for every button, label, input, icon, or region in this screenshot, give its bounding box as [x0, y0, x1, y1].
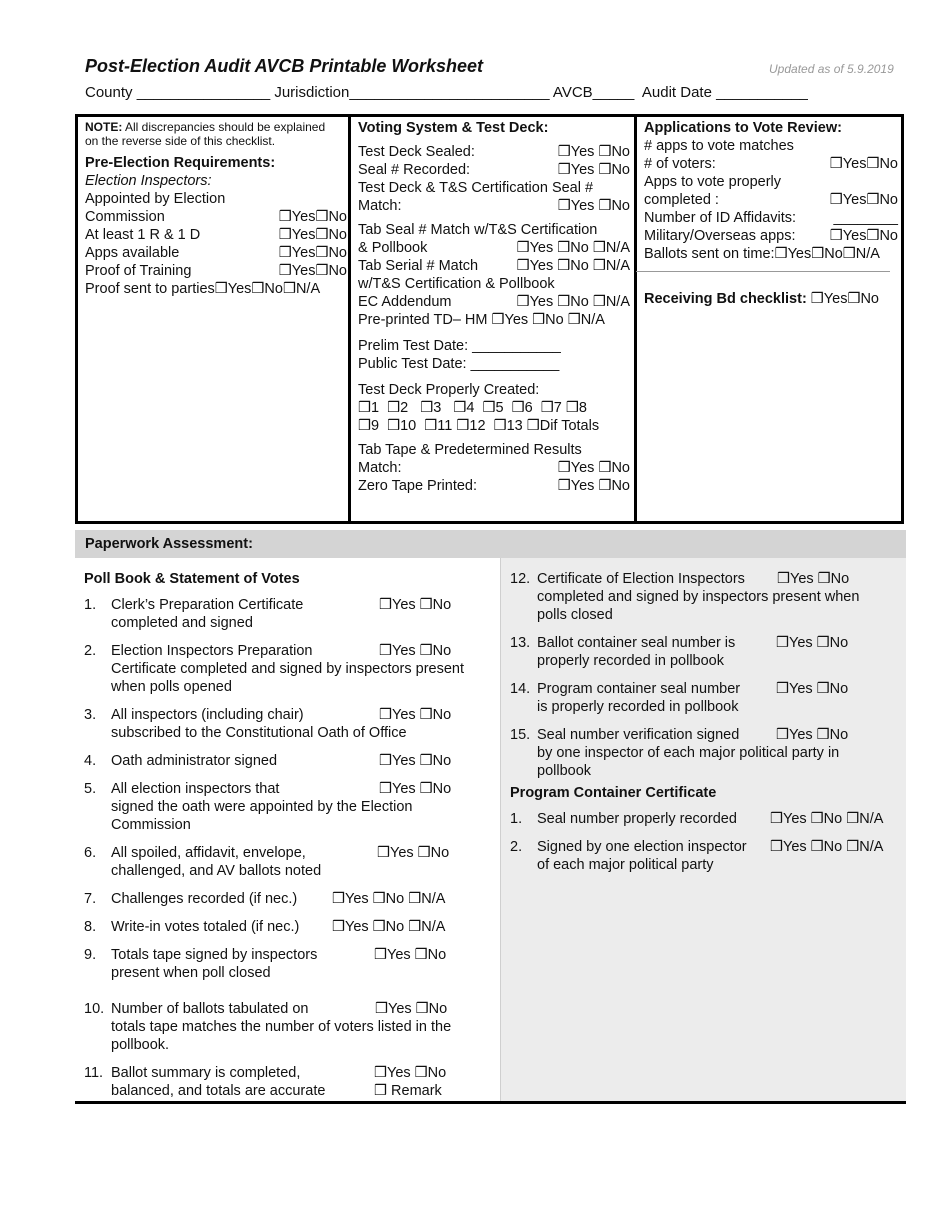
item-number: 1.	[84, 597, 97, 613]
cert-row: Match: ❒Yes ❒No	[358, 198, 630, 214]
column-divider-1	[348, 117, 351, 521]
applications-heading: Applications to Vote Review:	[644, 120, 842, 136]
public-test-date[interactable]: Public Test Date: ___________	[358, 356, 560, 372]
cert-line-1: Test Deck & T&S Certification Seal #	[358, 180, 594, 196]
checklist-item	[84, 890, 494, 908]
item-checkbox[interactable]: ❒Yes ❒No	[377, 845, 450, 861]
item-text: Commission	[111, 817, 191, 833]
item-text: Program container seal number	[537, 681, 741, 697]
tab-serial-line-2: w/T&S Certification & Pollbook	[358, 276, 555, 292]
item-text: All election inspectors that	[111, 781, 280, 797]
item-text: completed and signed by inspectors present when	[537, 589, 860, 605]
item-text: Number of ballots tabulated on	[111, 1001, 309, 1017]
zero-tape-checkbox[interactable]: ❒Yes ❒No	[557, 478, 630, 494]
item-checkbox[interactable]: ❒Yes ❒No	[379, 643, 452, 659]
item-number: 6.	[84, 845, 97, 861]
apps-completed-row: completed : ❒Yes❒No	[644, 192, 898, 208]
page-title: Post-Election Audit AVCB Printable Worksheet	[85, 56, 484, 76]
item-text: pollbook.	[111, 1037, 170, 1053]
proof-training-row: Proof of Training ❒Yes❒No	[85, 263, 347, 279]
voters-row: # of voters: ❒Yes❒No	[644, 156, 898, 172]
paperwork-column-divider	[500, 558, 501, 1101]
item-text: completed and signed	[111, 615, 253, 631]
appointed-checkbox[interactable]: ❒Yes❒No	[278, 209, 347, 225]
item-text: signed the oath were appointed by the Election	[111, 799, 413, 815]
deck-sealed-row: Test Deck Sealed: ❒Yes ❒No	[358, 144, 630, 160]
item-checkbox[interactable]: ❒Yes ❒No	[379, 597, 452, 613]
id-affidavits-row: Number of ID Affidavits: ________	[644, 210, 898, 226]
item-text: All inspectors (including chair)	[111, 707, 304, 723]
zero-tape-row: Zero Tape Printed: ❒Yes ❒No	[358, 478, 630, 494]
r1d1-checkbox[interactable]: ❒Yes❒No	[278, 227, 347, 243]
item-number: 10.	[84, 1001, 105, 1017]
item-text: subscribed to the Constitutional Oath of Office	[111, 725, 407, 741]
item-number: 9.	[84, 947, 97, 963]
updated-date: Updated as of 5.9.2019	[769, 62, 894, 76]
column-divider-2	[634, 117, 637, 521]
tab-serial-checkbox[interactable]: ❒Yes ❒No ❒N/A	[516, 258, 630, 274]
checklist-item	[84, 844, 494, 880]
seal-recorded-checkbox[interactable]: ❒Yes ❒No	[557, 162, 630, 178]
item-number: 13.	[510, 635, 531, 651]
seal-recorded-row: Seal # Recorded: ❒Yes ❒No	[358, 162, 630, 178]
deck-created-label: Test Deck Properly Created:	[358, 382, 540, 398]
voters-checkbox[interactable]: ❒Yes❒No	[829, 156, 898, 172]
item-text: when polls opened	[111, 679, 232, 695]
checklist-item	[84, 642, 494, 696]
item-text: present when poll closed	[111, 965, 271, 981]
preprinted-row[interactable]: Pre-printed TD– HM ❒Yes ❒No ❒N/A	[358, 312, 605, 328]
item-text: pollbook	[537, 763, 592, 779]
item-checkbox[interactable]: ❒Yes ❒No ❒N/A	[770, 811, 884, 827]
paperwork-bottom-rule	[75, 1101, 906, 1104]
deck-boxes-row-2[interactable]: ❒9 ❒10 ❒11 ❒12 ❒13 ❒Dif Totals	[358, 418, 600, 434]
item-number: 2.	[510, 839, 523, 855]
item-text: balanced, and totals are accurate	[111, 1083, 326, 1099]
item-text: properly recorded in pollbook	[537, 653, 724, 669]
ec-addendum-row: EC Addendum ❒Yes ❒No ❒N/A	[358, 294, 630, 310]
appointed-line-1: Appointed by Election	[85, 191, 226, 207]
checklist-item	[84, 1064, 494, 1100]
checklist-item	[510, 680, 900, 716]
item-number: 11.	[84, 1065, 104, 1081]
checklist-item	[510, 810, 900, 828]
military-row: Military/Overseas apps: ❒Yes❒No	[644, 228, 898, 244]
header-fields-line[interactable]: County ________________ Jurisdiction________________________ AVCB_____ Audit Date ___________	[85, 84, 808, 101]
voting-system-column	[358, 119, 630, 495]
poll-book-heading: Poll Book & Statement of Votes	[84, 571, 300, 587]
checklist-item	[510, 634, 900, 670]
item-number: 15.	[510, 727, 531, 743]
item-checkbox[interactable]: ❒Yes ❒No ❒N/A	[332, 891, 446, 907]
item-number: 12.	[510, 571, 531, 587]
right-list	[510, 570, 900, 874]
proof-training-checkbox[interactable]: ❒Yes❒No	[278, 263, 347, 279]
item-text: Oath administrator signed	[111, 753, 278, 769]
checklist-item	[510, 838, 900, 874]
item-text: Certificate completed and signed by inspectors present	[111, 661, 465, 677]
item-text: Signed by one election inspector	[537, 839, 747, 855]
voting-system-heading: Voting System & Test Deck:	[358, 120, 549, 136]
item-text: is properly recorded in pollbook	[537, 699, 739, 715]
item-number: 8.	[84, 919, 97, 935]
item-text: of each major political party	[537, 857, 714, 873]
item-text: Certificate of Election Inspectors	[537, 571, 745, 587]
item-checkbox[interactable]: ❒Yes ❒No	[776, 727, 849, 743]
pre-election-heading: Pre-Election Requirements:	[85, 155, 276, 171]
note-line-2: on the reverse side of this checklist.	[85, 134, 276, 148]
ec-addendum-checkbox[interactable]: ❒Yes ❒No ❒N/A	[516, 294, 630, 310]
checklist-item	[510, 570, 900, 624]
item-checkbox[interactable]: ❒Yes ❒No	[379, 781, 452, 797]
item-text: Election Inspectors Preparation	[111, 643, 313, 659]
item-text: totals tape matches the number of voters listed in the	[111, 1019, 452, 1035]
deck-sealed-checkbox[interactable]: ❒Yes ❒No	[557, 144, 630, 160]
checklist-item	[84, 596, 494, 632]
item-text: Write-in votes totaled (if nec.)	[111, 919, 300, 935]
item-checkbox[interactable]: ❒Yes ❒No	[379, 707, 452, 723]
item-number: 2.	[84, 643, 97, 659]
item-checkbox[interactable]: ❒Yes ❒No ❒N/A	[770, 839, 884, 855]
item-text: Seal number properly recorded	[537, 811, 737, 827]
receiving-board-row: Receiving Bd checklist: ❒Yes❒No	[644, 291, 879, 307]
receiving-board-checkbox[interactable]: ❒Yes❒No	[806, 291, 879, 307]
item-text: All spoiled, affidavit, envelope,	[111, 845, 306, 861]
item-text: Ballot summary is completed,	[111, 1065, 301, 1081]
item-checkbox[interactable]: ❒Yes ❒No ❒N/A	[332, 919, 446, 935]
apps-available-checkbox[interactable]: ❒Yes❒No	[278, 245, 347, 261]
checklist-item	[84, 1000, 494, 1054]
item-text: challenged, and AV ballots noted	[111, 863, 322, 879]
item-text: Challenges recorded (if nec.)	[111, 891, 298, 907]
tab-tape-checkbox[interactable]: ❒Yes ❒No	[557, 460, 630, 476]
election-inspectors-subheading: Election Inspectors:	[85, 173, 212, 189]
appointed-row: Commission ❒Yes❒No	[85, 209, 347, 225]
item-number: 4.	[84, 753, 97, 769]
checklist-item	[84, 780, 494, 834]
tab-seal-checkbox[interactable]: ❒Yes ❒No ❒N/A	[516, 240, 630, 256]
checklist-item	[84, 918, 494, 936]
cert-checkbox[interactable]: ❒Yes ❒No	[557, 198, 630, 214]
item-text: polls closed	[537, 607, 613, 623]
applications-column	[644, 119, 898, 308]
item-number: 3.	[84, 707, 97, 723]
tab-seal-row: & Pollbook ❒Yes ❒No ❒N/A	[358, 240, 630, 256]
program-container-heading: Program Container Certificate	[510, 785, 717, 801]
item-number: 1.	[510, 811, 523, 827]
checklist-item	[510, 726, 900, 780]
item-text: Clerk’s Preparation Certificate	[111, 597, 304, 613]
item-text: Ballot container seal number is	[537, 635, 736, 651]
item-checkbox[interactable]: ❒ Remark	[374, 1083, 442, 1099]
deck-boxes-row-1[interactable]: ❒1 ❒2 ❒3 ❒4 ❒5 ❒6 ❒7 ❒8	[358, 400, 587, 416]
prelim-test-date[interactable]: Prelim Test Date: ___________	[358, 338, 561, 354]
proof-sent-row[interactable]: Proof sent to parties❒Yes❒No❒N/A	[85, 281, 321, 297]
top-section-box	[75, 114, 904, 524]
apps-available-row: Apps available ❒Yes❒No	[85, 245, 347, 261]
item-checkbox[interactable]: ❒Yes ❒No	[379, 753, 452, 769]
item-checkbox[interactable]: ❒Yes ❒No	[374, 1065, 447, 1081]
item-checkbox[interactable]: ❒Yes ❒No	[776, 681, 849, 697]
item-checkbox[interactable]: ❒Yes ❒No	[777, 571, 850, 587]
item-number: 14.	[510, 681, 531, 697]
checklist-item	[84, 946, 494, 982]
r1d1-row: At least 1 R & 1 D ❒Yes❒No	[85, 227, 347, 243]
paperwork-assessment-header: Paperwork Assessment:	[75, 530, 906, 558]
poll-book-list	[84, 570, 494, 1100]
apps-properly-line: Apps to vote properly	[644, 174, 782, 190]
apps-completed-checkbox[interactable]: ❒Yes❒No	[829, 192, 898, 208]
tab-tape-line-1: Tab Tape & Predetermined Results	[358, 442, 582, 458]
item-checkbox[interactable]: ❒Yes ❒No	[776, 635, 849, 651]
tab-seal-line-1: Tab Seal # Match w/T&S Certification	[358, 222, 598, 238]
checklist-item	[84, 706, 494, 742]
pre-election-column	[85, 120, 347, 298]
item-text: Totals tape signed by inspectors	[111, 947, 318, 963]
item-number: 5.	[84, 781, 97, 797]
ballots-sent-row[interactable]: Ballots sent on time:❒Yes❒No❒N/A	[644, 246, 880, 262]
military-checkbox[interactable]: ❒Yes❒No	[829, 228, 898, 244]
note: NOTE: All discrepancies should be explained	[85, 120, 326, 134]
item-text: Seal number verification signed	[537, 727, 740, 743]
tab-serial-row: Tab Serial # Match ❒Yes ❒No ❒N/A	[358, 258, 630, 274]
tab-tape-row: Match: ❒Yes ❒No	[358, 460, 630, 476]
apps-match-line: # apps to vote matches	[644, 138, 794, 154]
item-text: by one inspector of each major political party in	[537, 745, 840, 761]
item-number: 7.	[84, 891, 97, 907]
checklist-item	[84, 752, 494, 770]
id-affidavits-blank[interactable]: ________	[833, 210, 898, 226]
item-checkbox[interactable]: ❒Yes ❒No	[374, 947, 447, 963]
item-checkbox[interactable]: ❒Yes ❒No	[375, 1001, 448, 1017]
